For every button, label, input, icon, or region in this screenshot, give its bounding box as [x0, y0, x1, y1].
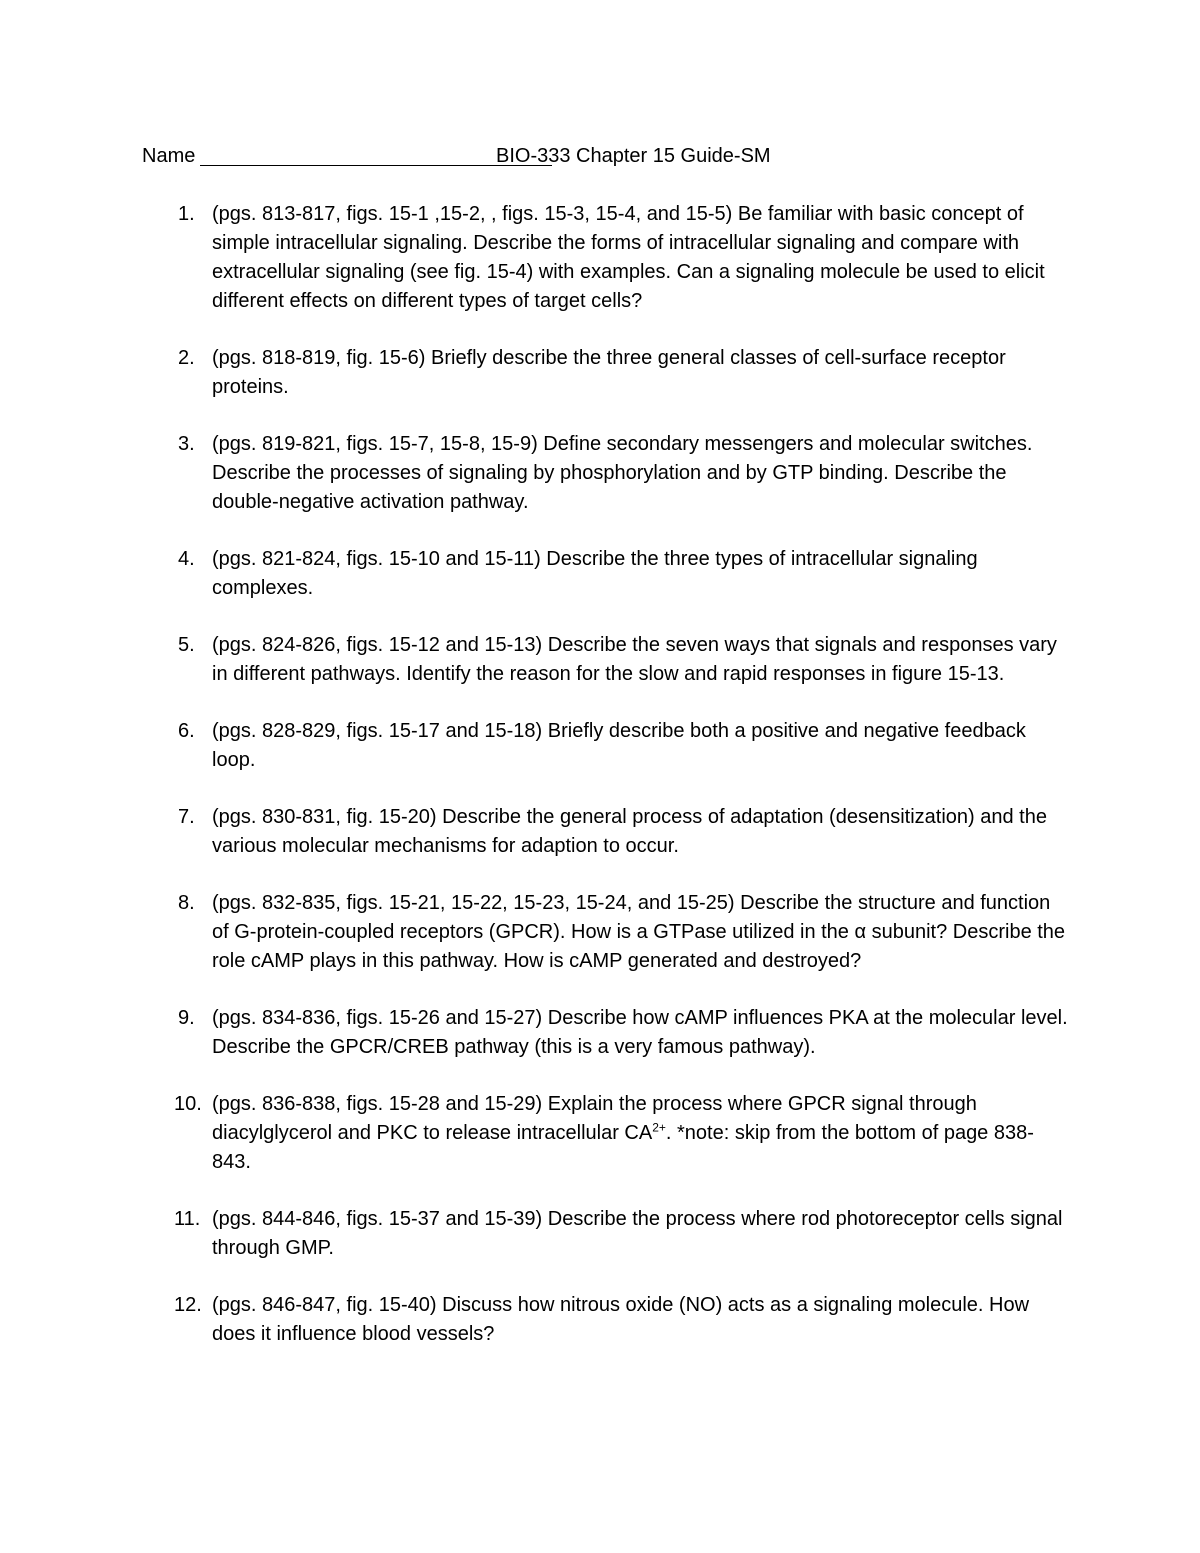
question-text: (pgs. 824-826, figs. 15-12 and 15-13) Describe the seven ways that signals and responses vary in different pathways. Identify the reason for the slow and rapid responses in figure 15-13. [212, 634, 1057, 685]
question-item [142, 889, 1072, 976]
question-text: (pgs. 813-817, figs. 15-1 ,15-2, , figs. 15-3, 15-4, and 15-5) Be familiar with basic concept of simple intracellular signaling. Describe the forms of intracellular signaling and compare with extracellular signaling (see fig. 15-4) with examples. Can a signaling molecule be used to elicit different effects on different types of target cells? [212, 203, 1045, 312]
question-item [142, 717, 1072, 775]
question-text-part: (pgs. 836-838, figs. 15-28 and 15-29) Explain the process where GPCR signal through diacylglycerol and PKC to release intracellular CA [212, 1093, 977, 1144]
question-item [142, 1291, 1072, 1349]
question-item [142, 1205, 1072, 1263]
question-text: (pgs. 819-821, figs. 15-7, 15-8, 15-9) Define secondary messengers and molecular switches. Describe the processes of signaling by phosphorylation and by GTP binding. Describe the double-negative activation pathway. [212, 433, 1033, 513]
question-number: 1. [178, 203, 195, 225]
question-number: 6. [178, 720, 195, 742]
question-item [142, 1004, 1072, 1062]
question-number: 2. [178, 347, 195, 369]
question-text: (pgs. 834-836, figs. 15-26 and 15-27) Describe how cAMP influences PKA at the molecular level. Describe the GPCR/CREB pathway (this is a very famous pathway). [212, 1007, 1068, 1058]
question-item [142, 631, 1072, 689]
question-item [142, 344, 1072, 402]
question-text: (pgs. 844-846, figs. 15-37 and 15-39) Describe the process where rod photoreceptor cells signal through GMP. [212, 1208, 1063, 1259]
name-label: Name [142, 145, 196, 167]
question-item [142, 430, 1072, 517]
question-number: 9. [178, 1007, 195, 1029]
question-text: (pgs. 828-829, figs. 15-17 and 15-18) Briefly describe both a positive and negative feedback loop. [212, 720, 1026, 771]
document-title: BIO-333 Chapter 15 Guide-SM [496, 145, 771, 167]
question-number: 11. [174, 1208, 201, 1230]
question-list [142, 200, 1072, 1377]
superscript-charge: 2+ [652, 1120, 666, 1135]
question-text-part: . *note: skip from the bottom of page 838-843. [212, 1122, 1034, 1173]
question-number: 7. [178, 806, 195, 828]
question-text: (pgs. 832-835, figs. 15-21, 15-22, 15-23, 15-24, and 15-25) Describe the structure and function of G-protein-coupled receptors (GPCR). How is a GTPase utilized in the α subunit? Describe the role cAMP plays in this pathway. How is cAMP generated and destroyed? [212, 892, 1066, 972]
question-item [142, 803, 1072, 861]
question-text: (pgs. 830-831, fig. 15-20) Describe the general process of adaptation (desensitization) and the various molecular mechanisms for adaption to occur. [212, 806, 1047, 857]
question-number: 10. [174, 1093, 202, 1115]
question-text: (pgs. 818-819, fig. 15-6) Briefly describe the three general classes of cell-surface receptor proteins. [212, 347, 1006, 398]
question-text [212, 1093, 1034, 1173]
question-number: 8. [178, 892, 195, 914]
question-number: 12. [174, 1294, 202, 1316]
question-text: (pgs. 821-824, figs. 15-10 and 15-11) Describe the three types of intracellular signaling complexes. [212, 548, 978, 599]
question-text: (pgs. 846-847, fig. 15-40) Discuss how nitrous oxide (NO) acts as a signaling molecule. How does it influence blood vessels? [212, 1294, 1030, 1345]
question-item [142, 545, 1072, 603]
question-number: 3. [178, 433, 195, 455]
question-item [142, 1090, 1072, 1177]
question-number: 5. [178, 634, 195, 656]
question-item [142, 200, 1072, 316]
question-number: 4. [178, 548, 195, 570]
document-header [142, 143, 1042, 173]
